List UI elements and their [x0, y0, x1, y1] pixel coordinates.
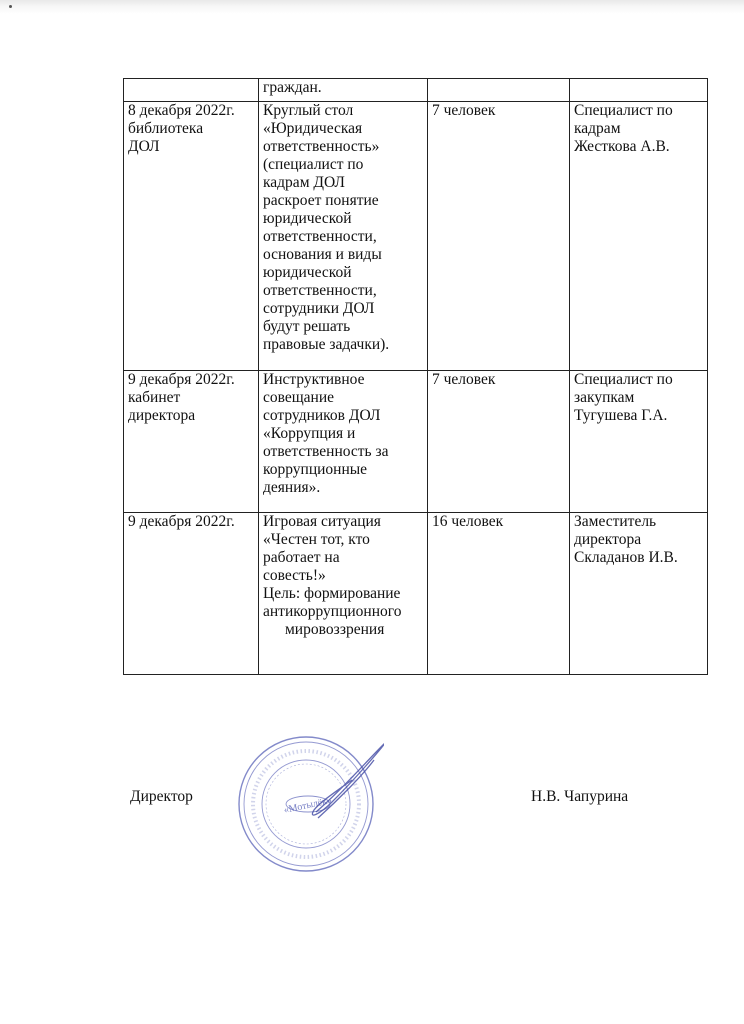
count-cell: 7 человек	[428, 371, 570, 513]
event-cell: граждан.	[259, 79, 428, 102]
event-cell: Инструктивное совещание сотрудников ДОЛ «Коррупция и ответственность за коррупционные деяния».	[259, 371, 428, 513]
date-cell: 8 декабря 2022г. библиотека ДОЛ	[124, 102, 259, 371]
responsible-cell	[570, 79, 708, 102]
responsible-cell: Специалист по кадрам Жесткова А.В.	[570, 102, 708, 371]
event-cell: Игровая ситуация «Честен тот, кто работает на совесть!» Цель: формирование антикоррупционного мировоззрения	[259, 513, 428, 675]
event-cell: Круглый стол «Юридическая ответственность» (специалист по кадрам ДОЛ раскроет понятие юридической ответственности, основания и виды юридической ответственности, сотрудники ДОЛ будут решать правовые задачки).	[259, 102, 428, 371]
signatory-position: Директор	[130, 788, 193, 805]
date-cell: 9 декабря 2022г.	[124, 513, 259, 675]
signatory-name: Н.В. Чапурина	[531, 788, 629, 805]
official-stamp	[234, 728, 384, 878]
events-table	[123, 78, 708, 675]
scan-top-edge	[0, 0, 744, 14]
date-cell: 9 декабря 2022г. кабинет директора	[124, 371, 259, 513]
scan-speck	[9, 5, 12, 8]
table-row	[124, 513, 708, 675]
responsible-cell: Специалист по закупкам Тугушева Г.А.	[570, 371, 708, 513]
table-row	[124, 79, 708, 102]
table-row	[124, 102, 708, 371]
count-cell: 7 человек	[428, 102, 570, 371]
table-row	[124, 371, 708, 513]
count-cell	[428, 79, 570, 102]
count-cell: 16 человек	[428, 513, 570, 675]
event-goal-tail: мировоззрения	[285, 621, 385, 638]
stamp-center-text: «Мотылёк»	[282, 795, 333, 816]
date-cell	[124, 79, 259, 102]
responsible-cell: Заместитель директора Складанов И.В.	[570, 513, 708, 675]
